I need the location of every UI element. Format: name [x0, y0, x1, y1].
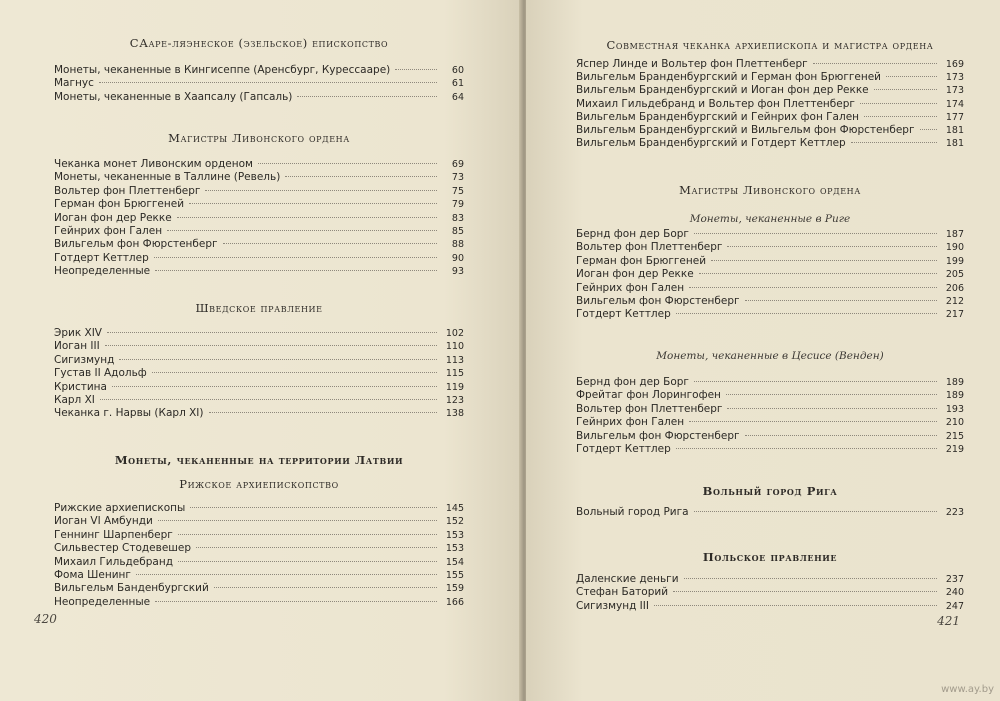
toc-entry-title: Вильгельм фон Фюрстенберг — [54, 238, 218, 251]
toc-entry[interactable] — [54, 158, 464, 171]
page-number-right: 421 — [937, 614, 960, 628]
toc-entry-title: Готдерт Кеттлер — [576, 443, 671, 455]
toc-entry-title: Даленские деньги — [576, 573, 679, 585]
leader-dots — [100, 399, 437, 400]
toc-entry[interactable] — [54, 354, 464, 367]
toc-entry-title: Бернд фон дер Борг — [576, 376, 689, 388]
toc-entry-title: Монеты, чеканенные в Кингисеппе (Аренсбург, Курессааре) — [54, 64, 391, 76]
toc-entry-title: Густав II Адольф — [54, 367, 147, 380]
toc-entry[interactable] — [576, 443, 964, 456]
leader-dots — [297, 96, 437, 97]
toc-entry[interactable] — [576, 389, 964, 402]
toc-entry-title: Магнус — [54, 77, 94, 90]
leader-dots — [223, 243, 437, 244]
toc-entry-page: 199 — [945, 255, 964, 267]
toc-entry[interactable] — [54, 381, 464, 394]
toc-entry-page: 79 — [451, 199, 464, 211]
toc-entry-title: Карл XI — [54, 394, 95, 406]
toc-entry-page: 73 — [451, 172, 464, 184]
toc-entry[interactable] — [54, 515, 464, 528]
toc-entry[interactable] — [54, 238, 464, 251]
toc-entry-page: 177 — [945, 111, 964, 123]
toc-entry[interactable] — [576, 506, 964, 519]
toc-entry-title: Сигизмунд III — [576, 599, 649, 612]
toc-entry-page: 88 — [451, 239, 464, 251]
leader-dots — [214, 587, 437, 588]
toc-entry[interactable] — [54, 556, 464, 569]
leader-dots — [258, 163, 437, 164]
toc-entry-title: Фома Шенинг — [54, 569, 131, 581]
leader-dots — [727, 246, 937, 247]
toc-entry-page: 69 — [451, 159, 464, 170]
toc-entry-page: 187 — [945, 229, 964, 240]
toc-entry-title: Вольтер фон Плеттенберг — [576, 402, 723, 415]
toc-entry[interactable] — [54, 340, 464, 353]
toc-entry-title: Вольтер фон Плеттенберг — [54, 184, 201, 197]
toc-entry-page: 152 — [445, 516, 464, 528]
leader-dots — [285, 176, 437, 177]
toc-entry-title: Сильвестер Стодевешер — [54, 542, 192, 555]
toc-entry-page: 181 — [945, 138, 964, 150]
leader-dots — [694, 511, 937, 512]
leader-dots — [726, 394, 937, 395]
leader-dots — [196, 547, 437, 548]
toc-entry[interactable] — [576, 98, 964, 111]
leader-dots — [205, 190, 437, 191]
leader-dots — [684, 578, 937, 579]
section-title: Магистры Ливонского ордена — [679, 183, 861, 197]
toc-entry-page: 215 — [945, 430, 964, 442]
toc-entry[interactable] — [54, 198, 464, 211]
toc-entry[interactable] — [576, 137, 964, 150]
leader-dots — [152, 372, 437, 373]
toc-entry-page: 113 — [445, 354, 464, 366]
toc-entry-page: 247 — [945, 600, 964, 612]
right-page — [526, 0, 1000, 701]
toc-entry[interactable] — [54, 582, 464, 595]
toc-entry-title: Вильгельм фон Фюрстенберг — [576, 295, 740, 307]
leader-dots — [177, 217, 437, 218]
toc-entry-title: Эрик XIV — [54, 327, 102, 339]
watermark: www.ay.by — [941, 684, 994, 695]
leader-dots — [107, 332, 437, 333]
toc-entry-page: 166 — [445, 596, 464, 608]
toc-entry[interactable] — [54, 542, 464, 555]
leader-dots — [99, 82, 437, 83]
toc-entry[interactable] — [576, 228, 964, 241]
toc-entry-page: 217 — [945, 309, 964, 321]
toc-entry-title: Стефан Баторий — [576, 586, 669, 599]
toc-entry-title: Вильгельм Бранденбургский и Готдерт Кеттлер — [576, 137, 846, 150]
leader-dots — [813, 63, 937, 64]
toc-entry-title: Чеканка монет Ливонским орденом — [54, 158, 253, 170]
leader-dots — [745, 435, 937, 436]
toc-entry-page: 189 — [945, 390, 964, 402]
toc-entry[interactable] — [576, 71, 964, 84]
toc-entry-page: 240 — [945, 587, 964, 599]
section-title: Совместная чеканка архиепископа и магистра ордена — [606, 38, 934, 52]
section-subtitle: Рижское архиепископство — [179, 477, 339, 491]
leader-dots — [155, 270, 437, 271]
toc-entry-title: Герман фон Брюггеней — [54, 198, 185, 211]
toc-entry-title: Михаил Гильдебранд — [54, 555, 173, 568]
toc-entry[interactable] — [54, 407, 464, 420]
toc-entry[interactable] — [576, 58, 964, 71]
toc-entry-title: Гейнрих фон Гален — [576, 416, 685, 429]
toc-entry-page: 237 — [945, 574, 964, 585]
leader-dots — [864, 116, 937, 117]
leader-dots — [105, 345, 437, 346]
toc-entry-title: Иоган фон дер Рекке — [576, 268, 694, 281]
toc-entry-title: Вильгельм Бранденбургский и Вильгельм фон Фюрстенберг — [576, 124, 915, 136]
section-subtitle: Монеты, чеканенные в Цесисе (Венден) — [656, 350, 884, 362]
toc-entry-page: 212 — [945, 296, 964, 307]
toc-entry-page: 138 — [445, 408, 464, 420]
toc-entry[interactable] — [54, 225, 464, 238]
section-title: Польское правление — [702, 550, 838, 564]
toc-entry-title: Рижские архиепископы — [54, 502, 186, 514]
leader-dots — [178, 534, 437, 535]
toc-entry[interactable] — [576, 403, 964, 416]
toc-entry[interactable] — [54, 171, 464, 184]
toc-entry-title: Кристина — [54, 380, 107, 393]
leader-dots — [189, 203, 437, 204]
toc-entry-page: 90 — [451, 252, 464, 264]
toc-entry[interactable] — [54, 252, 464, 265]
toc-entry[interactable] — [576, 295, 964, 308]
toc-entry-title: Бернд фон дер Борг — [576, 228, 689, 240]
toc-entry[interactable] — [54, 185, 464, 198]
toc-entry-page: 153 — [445, 529, 464, 541]
leader-dots — [178, 561, 437, 562]
toc-entry-title: Вольный город Рига — [576, 506, 689, 518]
toc-entry-page: 145 — [445, 503, 464, 514]
leader-dots — [711, 260, 937, 261]
leader-dots — [154, 257, 437, 258]
toc-entry[interactable] — [576, 241, 964, 254]
toc-entry[interactable] — [576, 308, 964, 321]
leader-dots — [190, 507, 437, 508]
toc-entry-title: Монеты, чеканенные в Хаапсалу (Гапсаль) — [54, 90, 293, 103]
toc-entry-title: Иоган VI Амбунди — [54, 515, 153, 528]
toc-entry-title: Чеканка г. Нарвы (Карл XI) — [54, 407, 204, 420]
toc-entry-page: 205 — [945, 269, 964, 281]
toc-entry-title: Готдерт Кеттлер — [576, 308, 671, 321]
toc-entry-page: 173 — [945, 85, 964, 97]
toc-entry-title: Готдерт Кеттлер — [54, 251, 149, 264]
toc-entry-page: 210 — [945, 417, 964, 429]
leader-dots — [886, 76, 937, 77]
toc-entry-title: Вильгельм Банденбургский — [54, 582, 209, 595]
leader-dots — [676, 313, 937, 314]
toc-entry[interactable] — [576, 573, 964, 586]
toc-entry-page: 169 — [945, 59, 964, 70]
toc-entry-page: 102 — [445, 328, 464, 339]
toc-entry-title: Монеты, чеканенные в Таллине (Ревель) — [54, 171, 281, 184]
toc-entry[interactable] — [54, 327, 464, 340]
page-number-left: 420 — [34, 612, 57, 626]
toc-entry-title: Сигизмунд — [54, 353, 115, 366]
toc-entry-title: Михаил Гильдебранд и Вольтер фон Плеттенберг — [576, 97, 855, 110]
toc-entry-page: 154 — [445, 556, 464, 568]
leader-dots — [689, 287, 937, 288]
toc-entry-page: 64 — [451, 91, 464, 103]
toc-entry-page: 119 — [445, 381, 464, 393]
toc-entry[interactable] — [576, 600, 964, 613]
leader-dots — [155, 601, 437, 602]
toc-entry[interactable] — [54, 394, 464, 407]
toc-entry-page: 155 — [445, 570, 464, 581]
toc-entry-title: Гейнрих фон Гален — [576, 281, 685, 294]
leader-dots — [676, 448, 937, 449]
toc-entry-page: 189 — [945, 377, 964, 388]
toc-entry-title: Вильгельм Бранденбургский и Иоган фон дер Рекке — [576, 84, 869, 97]
toc-entry[interactable] — [54, 596, 464, 609]
leader-dots — [395, 69, 437, 70]
toc-entry[interactable] — [54, 502, 464, 515]
toc-entry-page: 75 — [451, 185, 464, 197]
leader-dots — [158, 520, 437, 521]
toc-entry[interactable] — [576, 268, 964, 281]
toc-entry[interactable] — [54, 367, 464, 380]
toc-entry-title: Гейнрих фон Гален — [54, 225, 163, 237]
toc-entry[interactable] — [54, 569, 464, 582]
leader-dots — [745, 300, 937, 301]
toc-entry[interactable] — [54, 529, 464, 542]
toc-entry-title: Иоган III — [54, 340, 100, 353]
leader-dots — [112, 386, 437, 387]
toc-entry-page: 83 — [451, 212, 464, 224]
section-title: САаре-ляэнеское (эзельское) епископство — [129, 36, 389, 50]
leader-dots — [167, 230, 437, 231]
toc-entry[interactable] — [576, 124, 964, 137]
toc-entry-page: 173 — [945, 72, 964, 84]
toc-entry-page: 190 — [945, 242, 964, 254]
leader-dots — [209, 412, 437, 413]
toc-entry-page: 223 — [945, 507, 964, 518]
toc-entry-page: 123 — [445, 395, 464, 406]
toc-entry-title: Вильгельм фон Фюрстенберг — [576, 429, 740, 442]
toc-entry-title: Геннинг Шарпенберг — [54, 528, 173, 541]
section-subtitle: Монеты, чеканенные в Риге — [689, 213, 851, 225]
toc-entry-page: 193 — [945, 403, 964, 415]
leader-dots — [654, 605, 937, 606]
toc-entry[interactable] — [54, 265, 464, 278]
toc-entry-title: Неопределенные — [54, 595, 151, 608]
toc-entry[interactable] — [576, 111, 964, 124]
leader-dots — [119, 359, 437, 360]
toc-entry[interactable] — [576, 586, 964, 599]
toc-entry-page: 61 — [451, 78, 464, 90]
toc-entry[interactable] — [576, 282, 964, 295]
toc-entry-title: Иоган фон дер Рекке — [54, 211, 172, 224]
leader-dots — [694, 381, 937, 382]
toc-entry-page: 110 — [445, 341, 464, 353]
toc-entry-page: 181 — [945, 125, 964, 136]
leader-dots — [136, 574, 437, 575]
toc-entry-title: Вольтер фон Плеттенберг — [576, 241, 723, 254]
leader-dots — [874, 89, 937, 90]
toc-entry[interactable] — [54, 212, 464, 225]
toc-entry[interactable] — [576, 84, 964, 97]
toc-entry-page: 206 — [945, 282, 964, 294]
toc-entry-page: 60 — [451, 65, 464, 76]
toc-entry-page: 93 — [451, 266, 464, 278]
leader-dots — [860, 103, 937, 104]
section-title: Вольный город Рига — [702, 484, 838, 498]
leader-dots — [689, 421, 937, 422]
toc-entry-page: 159 — [445, 583, 464, 595]
leader-dots — [694, 233, 937, 234]
section-title: Магистры Ливонского ордена — [168, 131, 350, 145]
toc-entry[interactable] — [54, 91, 464, 104]
toc-entry-title: Вильгельм Бранденбургский и Гейнрих фон Гален — [576, 110, 860, 123]
toc-entry-page: 85 — [451, 226, 464, 237]
section-title: Шведское правление — [195, 301, 323, 315]
toc-entry-page: 174 — [945, 98, 964, 110]
toc-entry-page: 115 — [445, 368, 464, 380]
toc-entry-title: Неопределенные — [54, 265, 151, 278]
leader-dots — [673, 591, 937, 592]
section-title: Монеты, чеканенные на территории Латвии — [114, 453, 404, 467]
toc-entry[interactable] — [576, 416, 964, 429]
toc-entry-title: Яспер Линде и Вольтер фон Плеттенберг — [576, 58, 808, 70]
toc-entry-title: Фрейтаг фон Лорингофен — [576, 389, 721, 402]
toc-entry[interactable] — [54, 64, 464, 77]
toc-entry-page: 219 — [945, 444, 964, 455]
leader-dots — [920, 129, 938, 130]
toc-entry[interactable] — [576, 255, 964, 268]
toc-entry-page: 153 — [445, 543, 464, 555]
toc-entry[interactable] — [576, 376, 964, 389]
leader-dots — [851, 142, 937, 143]
leader-dots — [699, 273, 937, 274]
leader-dots — [727, 408, 937, 409]
toc-entry[interactable] — [54, 77, 464, 90]
toc-entry[interactable] — [576, 430, 964, 443]
toc-entry-title: Герман фон Брюггеней — [576, 254, 707, 267]
toc-entry-title: Вильгельм Бранденбургский и Герман фон Брюггеней — [576, 71, 881, 84]
